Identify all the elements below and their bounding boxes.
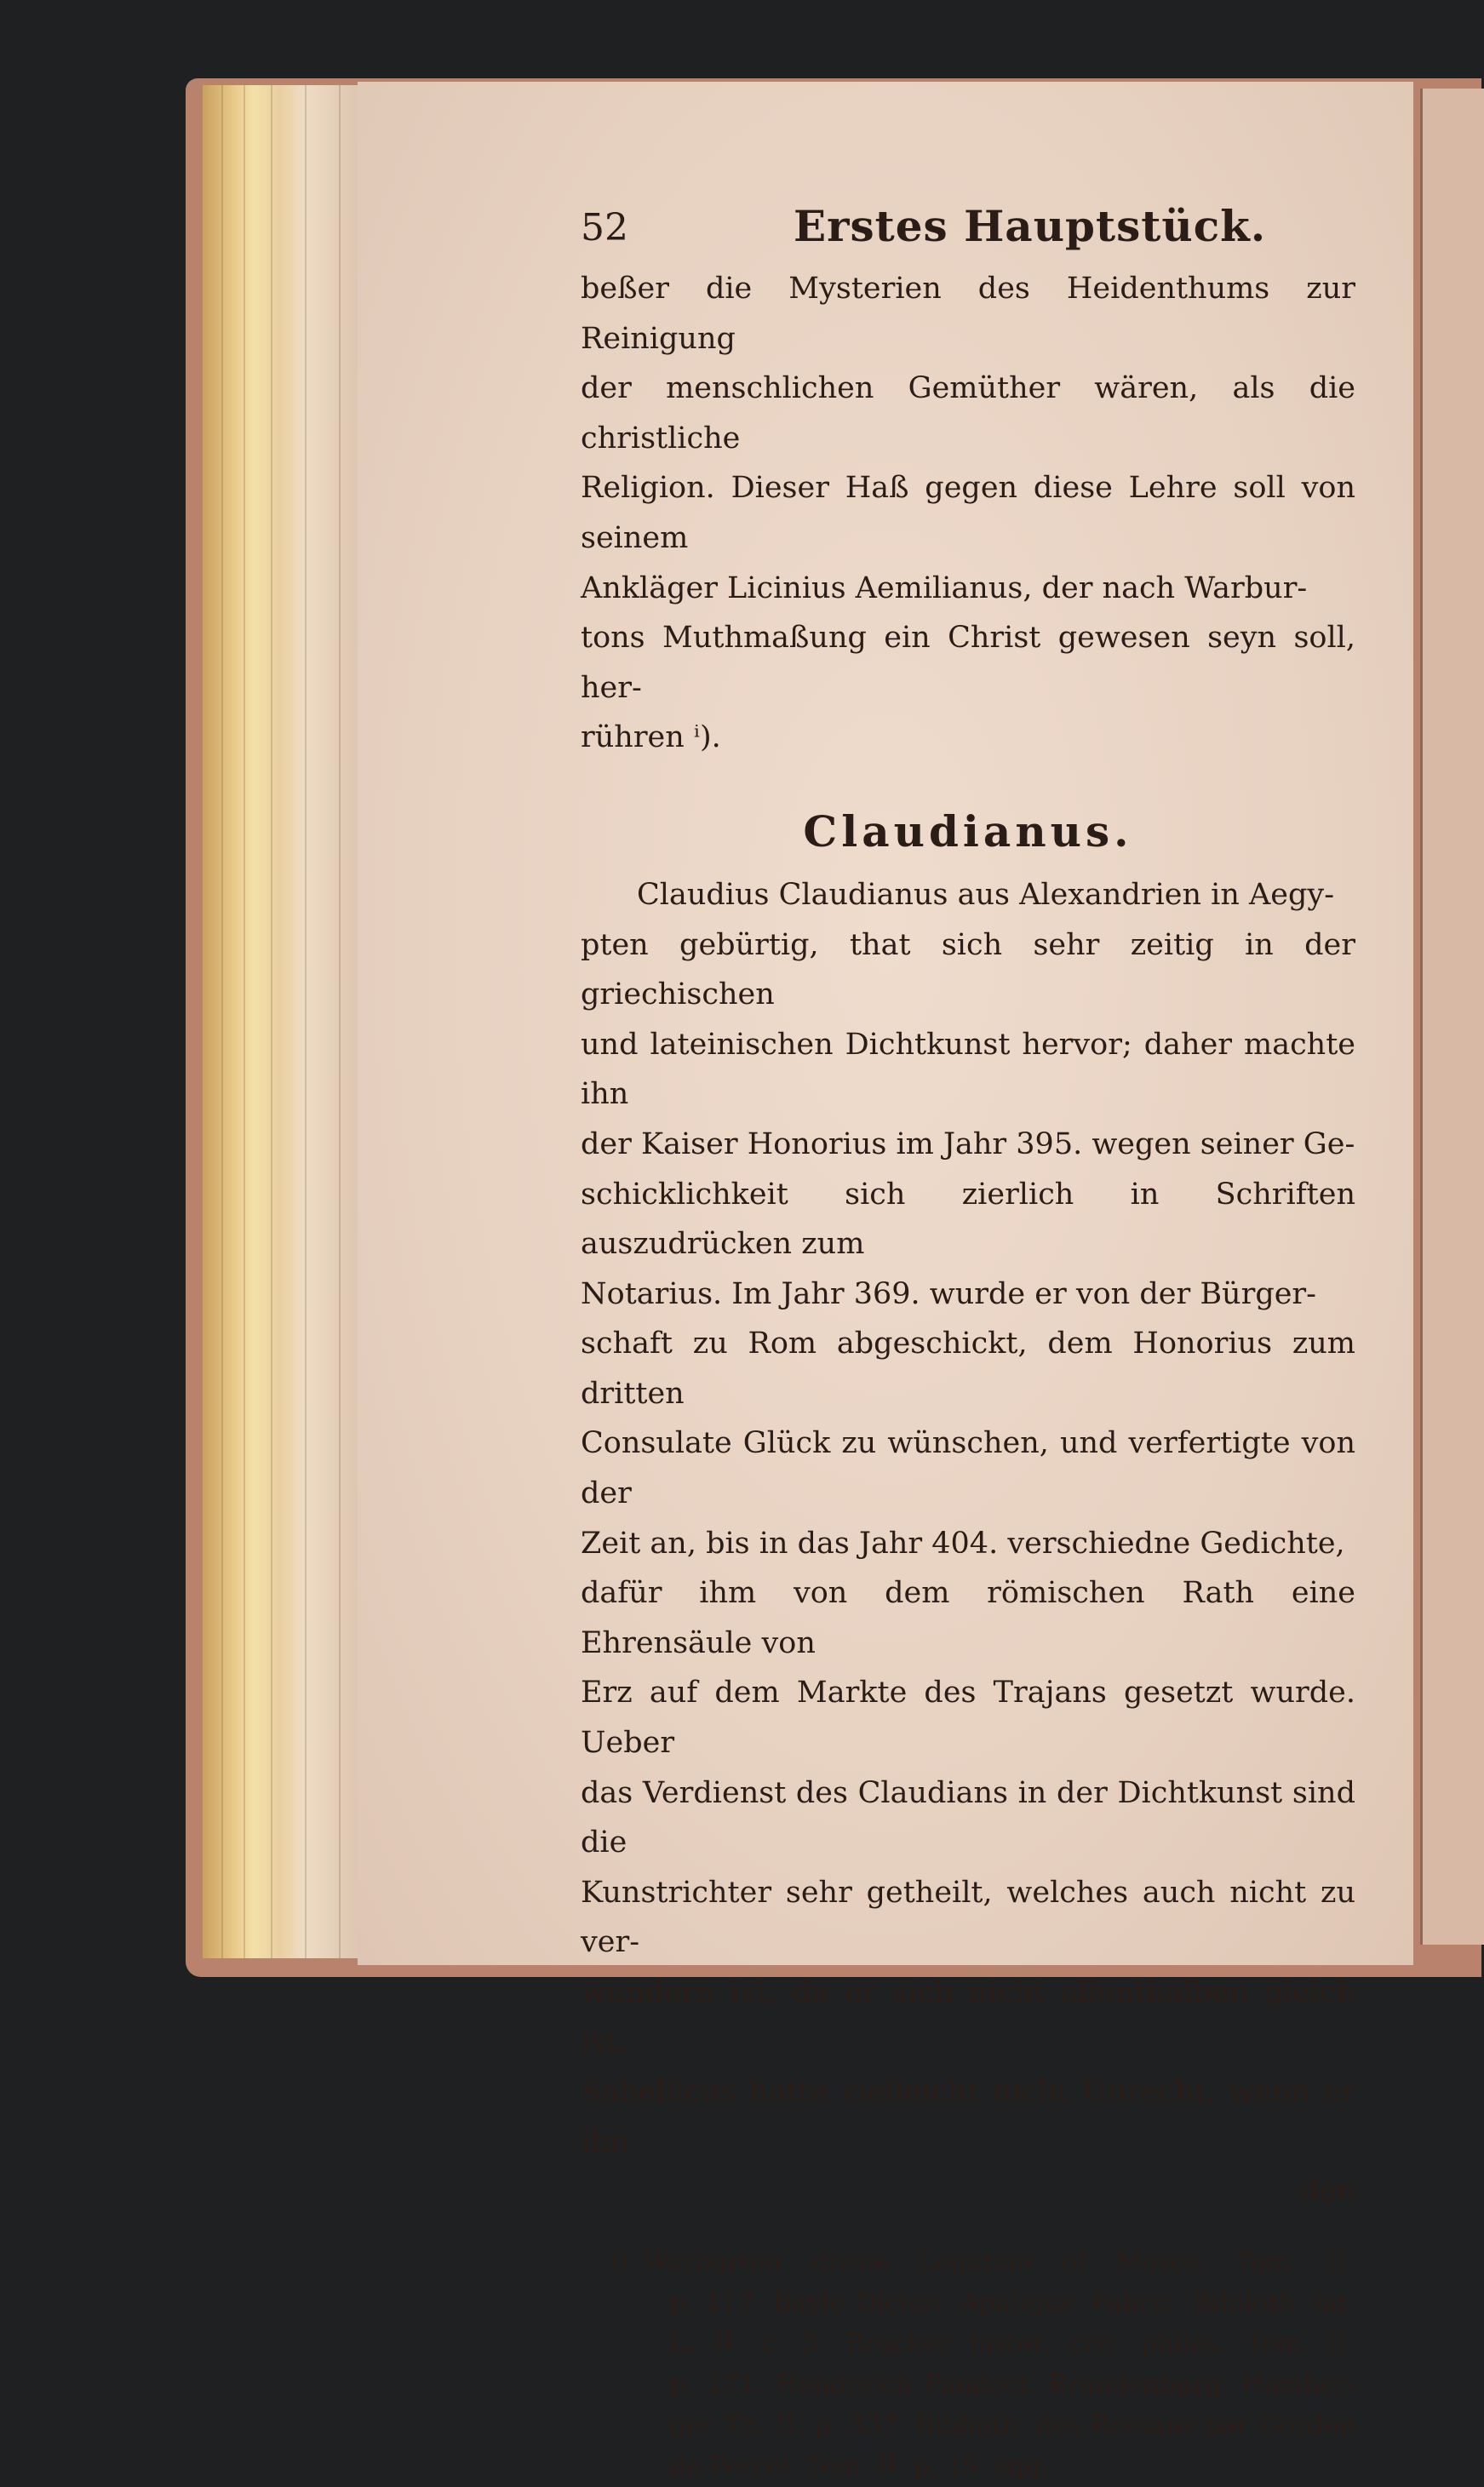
page-text	[581, 196, 1355, 2487]
text-line: Ankläger Licinius Aemilianus, der nach Warbur-	[581, 570, 1308, 605]
text-line: Notarius. Im Jahr 369. wurde er von der Bürger-	[581, 1276, 1316, 1311]
footnote-line	[610, 2242, 1355, 2283]
text-line: Religion. Dieser Haß gegen diese Lehre soll von seinem	[581, 471, 1355, 555]
text-line: wundern ist, da er sich nicht allenthalben gleich ist.	[581, 1975, 1355, 2060]
section-body	[581, 870, 1355, 2215]
text-line: der menschlichen Gemüther wären, als die christliche	[581, 371, 1355, 456]
footnote-line: de Percel. Tom. II. p. 15. sqq.	[669, 2451, 1049, 2482]
footnote-line: p. 171. Hendreich Pandect. Brandenburg. Hamber-	[669, 2370, 1355, 2400]
page-number: 52	[581, 206, 628, 249]
text-line: Zeit an, bis in das Jahr 404. verschiedne Gedichte,	[581, 1526, 1345, 1561]
text-line: das Verdienst des Claudians in der Dichtkunst sind die	[581, 1775, 1355, 1860]
text-line: beßer die Mysterien des Heidenthums zur Reinigung	[581, 272, 1355, 356]
page-edges	[203, 85, 373, 1958]
text-line: Erz auf dem Markte des Trajans gesetzt wurde. Ueber	[581, 1676, 1355, 1761]
text-line: schicklichkeit sich zierlich in Schriften auszudrücken zum	[581, 1177, 1355, 1262]
running-head	[581, 196, 1355, 264]
text-line: und lateinischen Dichtkunst hervor; daher machte ihn	[581, 1027, 1355, 1112]
text-line: Consulate Glück zu wünschen, und verfertigte von der	[581, 1426, 1355, 1511]
section-heading: Claudianus.	[803, 805, 1133, 857]
footnote-text: Warburton divine Legation of Moses, Tom. II.	[643, 2247, 1355, 2278]
running-title: Erstes Hauptstück.	[794, 201, 1267, 251]
text-line: schaft zu Rom abgeschickt, dem Honorius zum dritten	[581, 1327, 1355, 1411]
footnote-line: L. II. c. 3. Brucker histor. crit. philos. Tom. II.	[669, 2329, 1355, 2359]
footnote-marker: i)	[610, 2247, 628, 2278]
text-line: der Kaiser Honorius im Jahr 395. wegen seiner Ge-	[581, 1126, 1355, 1161]
text-line: pten gebürtig, that sich sehr zeitig in der griechischen	[581, 927, 1355, 1012]
text-line: tons Muthmaßung ein Christ gewesen seyn soll, her-	[581, 621, 1355, 705]
facing-page-edge	[1420, 89, 1484, 1945]
catchword: den	[1299, 2174, 1355, 2209]
text-line: Kunstrichter sehr getheilt, welches auch nicht zu ver-	[581, 1875, 1355, 1960]
text-line: Claudius Claudianus aus Alexandrien in Aegy-	[637, 877, 1335, 912]
footnote	[581, 2242, 1355, 2487]
text-line: Sabellicus hatte vielleicht nicht Unrecht, wenn er ihn	[581, 2075, 1355, 2159]
text-line: dafür ihm von dem römischen Rath eine Ehrensäule von	[581, 1576, 1355, 1660]
footnote-line: p. 117. Bayle Dicton. Apulejus. Fabric. Biblioth. lat.	[669, 2288, 1355, 2318]
footnote-line: ger Th. II. p. 337. Biblioth. des Romans par Gordon	[669, 2410, 1355, 2441]
paragraph-continued	[581, 264, 1355, 763]
text-line: rühren ⁱ).	[581, 720, 721, 755]
